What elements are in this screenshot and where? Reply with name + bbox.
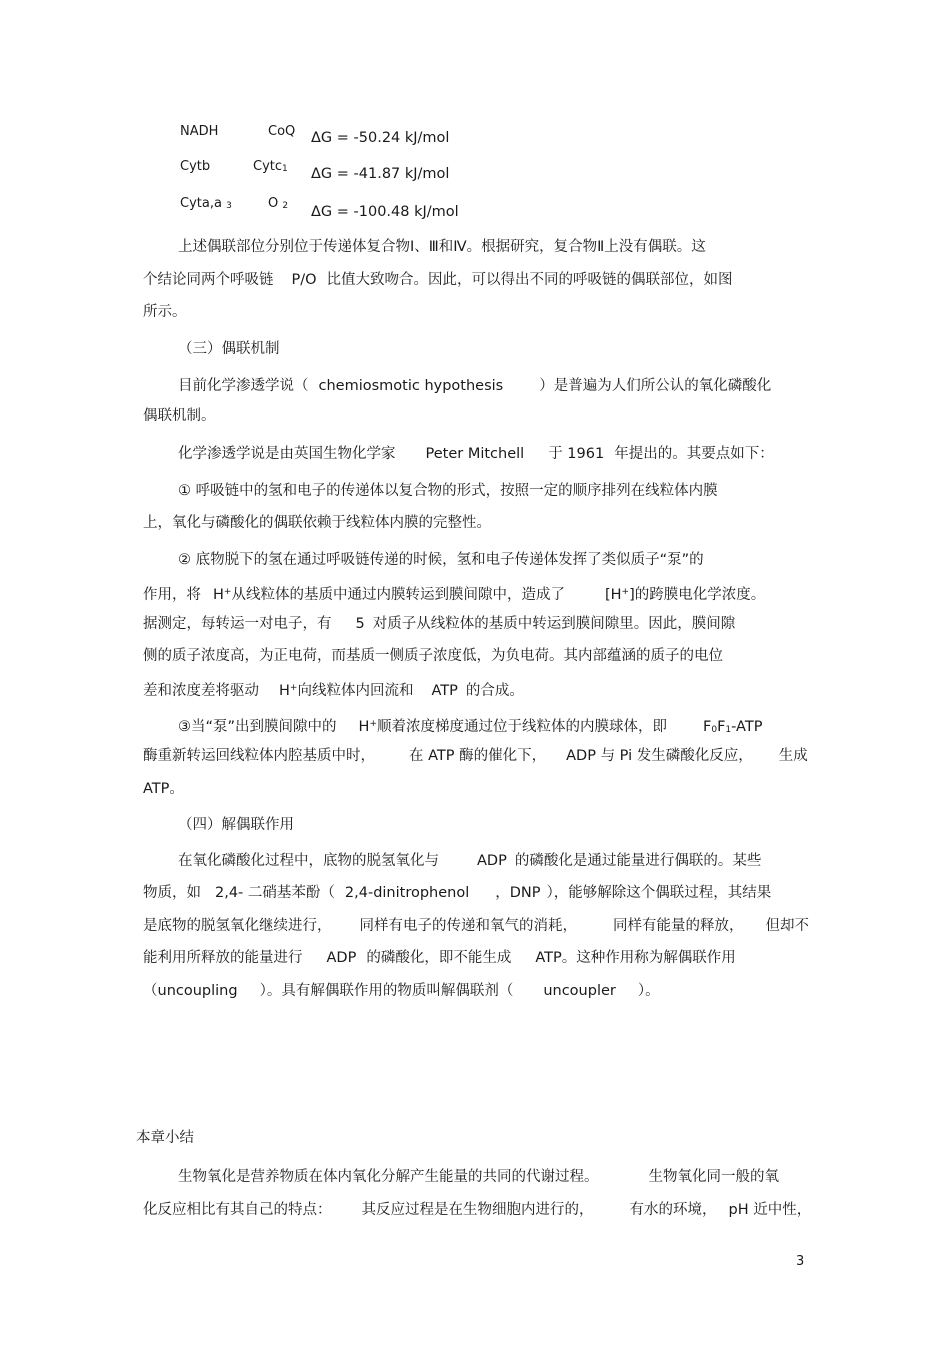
para1-line1: 上述偶联部位分别位于传递体复合物Ⅰ、Ⅲ和Ⅳ。根据研究，复合物Ⅱ上没有偶联。这 xyxy=(178,239,706,255)
point2-line4: 侧的质子浓度高，为正电荷，而基质一侧质子浓度低，为负电荷。其内部蕴涵的质子的电位 xyxy=(143,648,723,664)
reaction-3-from: Cyta,a 3 xyxy=(180,196,232,211)
chapter-summary-title: 本章小结 xyxy=(136,1130,194,1146)
para4-line1: 在氧化磷酸化过程中，底物的脱氢氧化与 ADP 的磷酸化是通过能量进行偶联的。某些 xyxy=(178,853,762,869)
para4-line2: 物质，如 2,4- 二硝基苯酚（ 2,4-dinitrophenol ，DNP ），能够解除这个偶联过程，其结果 xyxy=(143,885,772,901)
heading-uncoupling: （四）解偶联作用 xyxy=(178,817,294,833)
reaction-1-to: CoQ xyxy=(268,124,296,139)
para2-line2: 偶联机制。 xyxy=(143,408,216,424)
reaction-2-from: Cytb xyxy=(180,159,211,174)
point3-line1: ③当“泵”出到膜间隙中的 H+顺着浓度梯度通过位于线粒体的内膜球体，即 F0F1-ATP xyxy=(178,719,763,735)
summary-line2: 化反应相比有其自己的特点： 其反应过程是在生物细胞内进行的， 有水的环境， pH 近中性， xyxy=(143,1202,812,1218)
reaction-2-delta-g: ΔG = -41.87 kJ/mol xyxy=(311,166,450,182)
heading-coupling-mechanism: （三）偶联机制 xyxy=(178,341,280,357)
point2-line1: ② 底物脱下的氢在通过呼吸链传递的时候，氢和电子传递体发挥了类似质子“泵”的 xyxy=(178,552,704,568)
reaction-1-delta-g: ΔG = -50.24 kJ/mol xyxy=(311,130,450,146)
point2-line5: 差和浓度差将驱动 H+向线粒体内回流和 ATP 的合成。 xyxy=(143,683,524,699)
page-number: 3 xyxy=(796,1254,805,1269)
point1-line1: ① 呼吸链中的氢和电子的传递体以复合物的形式，按照一定的顺序排列在线粒体内膜 xyxy=(178,483,718,499)
para4-line3: 是底物的脱氢氧化继续进行， 同样有电子的传递和氧气的消耗， 同样有能量的释放， 但却不 xyxy=(143,918,809,934)
para1-line3: 所示。 xyxy=(143,304,187,320)
reaction-3-to: O 2 xyxy=(268,196,289,211)
para2-line1: 目前化学渗透学说（ chemiosmotic hypothesis ）是普遍为人们所公认的氧化磷酸化 xyxy=(178,378,772,394)
point3-line3: ATP。 xyxy=(143,781,184,797)
para4-line4: 能利用所释放的能量进行 ADP 的磷酸化，即不能生成 ATP。这种作用称为解偶联作用 xyxy=(143,950,736,966)
point1-line2: 上，氧化与磷酸化的偶联依赖于线粒体内膜的完整性。 xyxy=(143,515,491,531)
summary-line1: 生物氧化是营养物质在体内氧化分解产生能量的共同的代谢过程。 生物氧化同一般的氧 xyxy=(178,1169,779,1185)
para4-line5: （uncoupling ）。具有解偶联作用的物质叫解偶联剂（ uncoupler ）。 xyxy=(143,983,660,999)
point3-line2: 酶重新转运回线粒体内腔基质中时， 在 ATP 酶的催化下， ADP 与 Pi 发生磷酸化反应， 生成 xyxy=(143,748,808,764)
para3-line1: 化学渗透学说是由英国生物化学家 Peter Mitchell 于 1961 年提出的。其要点如下： xyxy=(178,446,774,462)
point2-line3: 据测定，每转运一对电子，有 5 对质子从线粒体的基质中转运到膜间隙里。因此，膜间隙 xyxy=(143,616,736,632)
para1-line2: 个结论同两个呼吸链 P/O 比值大致吻合。因此，可以得出不同的呼吸链的偶联部位，如图 xyxy=(143,272,733,288)
reaction-1-from: NADH xyxy=(180,124,219,139)
point2-line2: 作用，将 H+从线粒体的基质中通过内膜转运到膜间隙中，造成了 [H+]的跨膜电化学浓度。 xyxy=(143,587,766,603)
reaction-2-to: Cytc1 xyxy=(253,159,288,174)
reaction-3-delta-g: ΔG = -100.48 kJ/mol xyxy=(311,204,459,220)
